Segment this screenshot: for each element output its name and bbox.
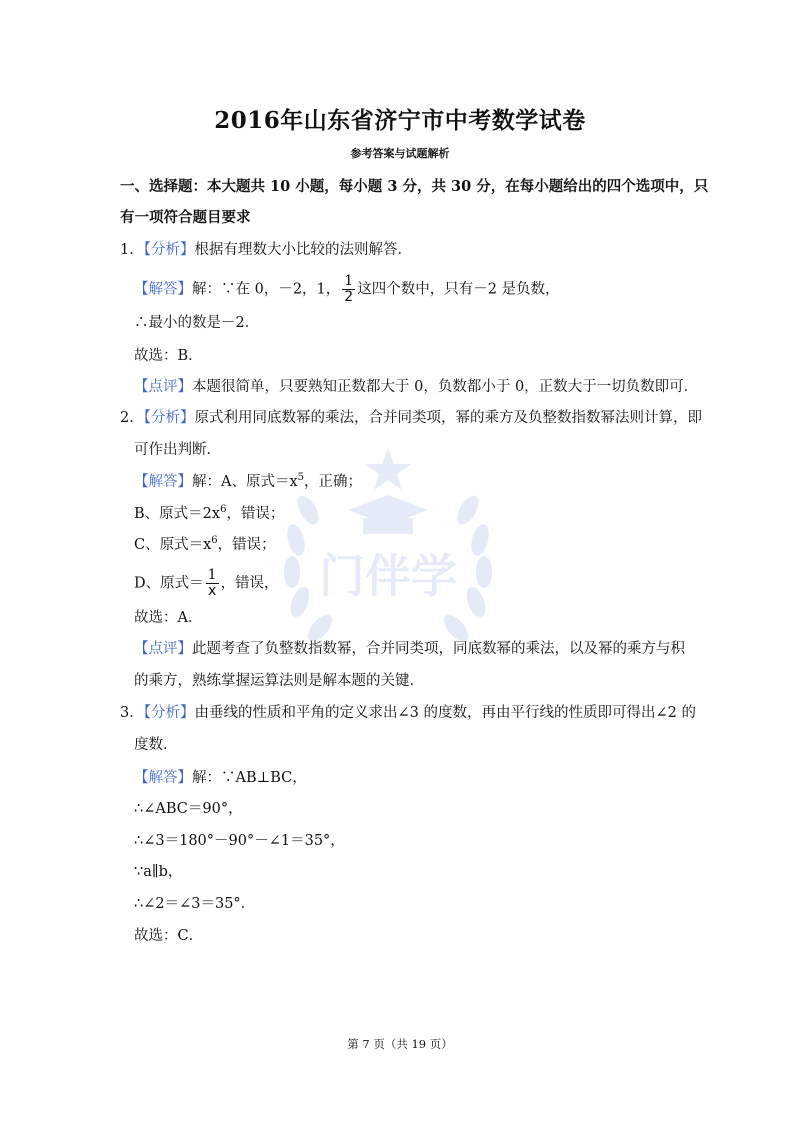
q1-fraction-den: 2 [344,289,354,305]
q2-comment-text: 此题考查了负整数指数幂，合并同类项，同底数幂的乘法，以及幂的乘方与积 [192,641,685,657]
q2-comment [134,639,685,659]
section-heading-line1: 一、选择题：本大题共 10 小题，每小题 3 分，共 30 分，在每小题给出的四个选项中，只 [120,178,709,195]
q1-analysis [120,240,412,260]
q1-fraction-num: 1 [344,273,354,289]
q3-choice: 故选：C． [134,928,204,944]
q2-c-pre: C、原式＝x [134,537,212,553]
q1-comment-tag: 【点评】 [134,379,192,395]
q1-fraction [342,274,355,305]
q2-c-sup: 6 [211,535,218,547]
q1-answer-tag: 【解答】 [134,281,192,298]
q2-c-post: ，错误； [217,537,276,553]
page-footer: 第 7 页（共 19 页） [347,1037,453,1051]
q2-answer-b [134,504,284,524]
q3-answer [134,768,307,788]
watermark-text: 门伴学 [319,549,457,603]
q2-b-pre: B、原式＝2x [134,506,221,522]
q3-line3: ∴∠3＝180°－90°－∠1＝35°， [134,833,345,849]
q2-analysis-tag: 【分析】 [143,410,195,426]
q1-comment-text: 本题很简单，只要熟知正数都大于 0，负数都小于 0，正数大于一切负数即可． [192,379,699,395]
page-subtitle: 参考答案与试题解析 [350,147,450,160]
page-title: 2016年山东省济宁市中考数学试卷 [214,107,586,134]
q2-answer-d [134,568,279,599]
q2-d-pre: D、原式＝ [134,575,204,592]
q2-analysis-text: 原式利用同底数幂的乘法，合并同类项，幂的乘方及负整数指数幂法则计算，即 [194,410,702,426]
q1-answer-post: 这四个数中，只有－2 是负数， [357,281,560,298]
q3-answer-text: 解：∵AB⊥BC， [192,770,307,786]
q3-analysis-text: 由垂线的性质和平角的定义求出∠3 的度数，再由平行线的性质即可得出∠2 的 [194,705,696,721]
q2-comment-tag: 【点评】 [134,641,192,657]
q3-line4: ∵a∥b， [134,864,183,880]
q1-answer-pre: 解：∵在 0，－2，1， [192,281,341,298]
q2-analysis [120,408,702,428]
q2-answer-a [134,472,362,492]
q2-fraction-num: 1 [207,567,217,583]
q1-number: 1． [120,242,144,258]
q1-answer [134,274,560,305]
q3-number: 3． [120,705,144,721]
q1-comment [134,377,698,397]
q2-a-post: ，正确； [304,474,363,490]
q2-b-sup: 6 [220,504,227,516]
q3-analysis-line2: 度数． [134,737,178,753]
section-heading-line2: 有一项符合题目要求 [120,209,251,226]
q1-analysis-text: 根据有理数大小比较的法则解答． [194,242,412,258]
q1-analysis-tag: 【分析】 [143,242,195,258]
q3-analysis-tag: 【分析】 [143,705,195,721]
q1-choice: 故选：B． [134,348,203,364]
q2-comment-line2: 的乘方，熟练掌握运算法则是解本题的关键． [134,673,424,689]
q3-line5: ∴∠2＝∠3＝35°． [134,896,256,912]
q1-line2: ∴最小的数是－2． [134,315,260,331]
q2-b-post: ，错误； [226,506,285,522]
q3-line2: ∴∠ABC＝90°， [134,801,243,817]
q2-analysis-line2: 可作出判断． [134,442,221,458]
q2-fraction-den: x [207,583,217,599]
q2-a-pre: 解：A、原式＝x [192,474,298,490]
q2-answer-c [134,535,276,555]
q2-a-sup: 5 [297,472,305,484]
q2-answer-tag: 【解答】 [134,474,192,490]
q3-answer-tag: 【解答】 [134,770,192,786]
q2-fraction [206,568,219,599]
q2-d-post: ，错误， [220,575,279,592]
q3-analysis [120,703,696,723]
q2-number: 2． [120,410,144,426]
q2-choice: 故选：A． [134,610,203,626]
